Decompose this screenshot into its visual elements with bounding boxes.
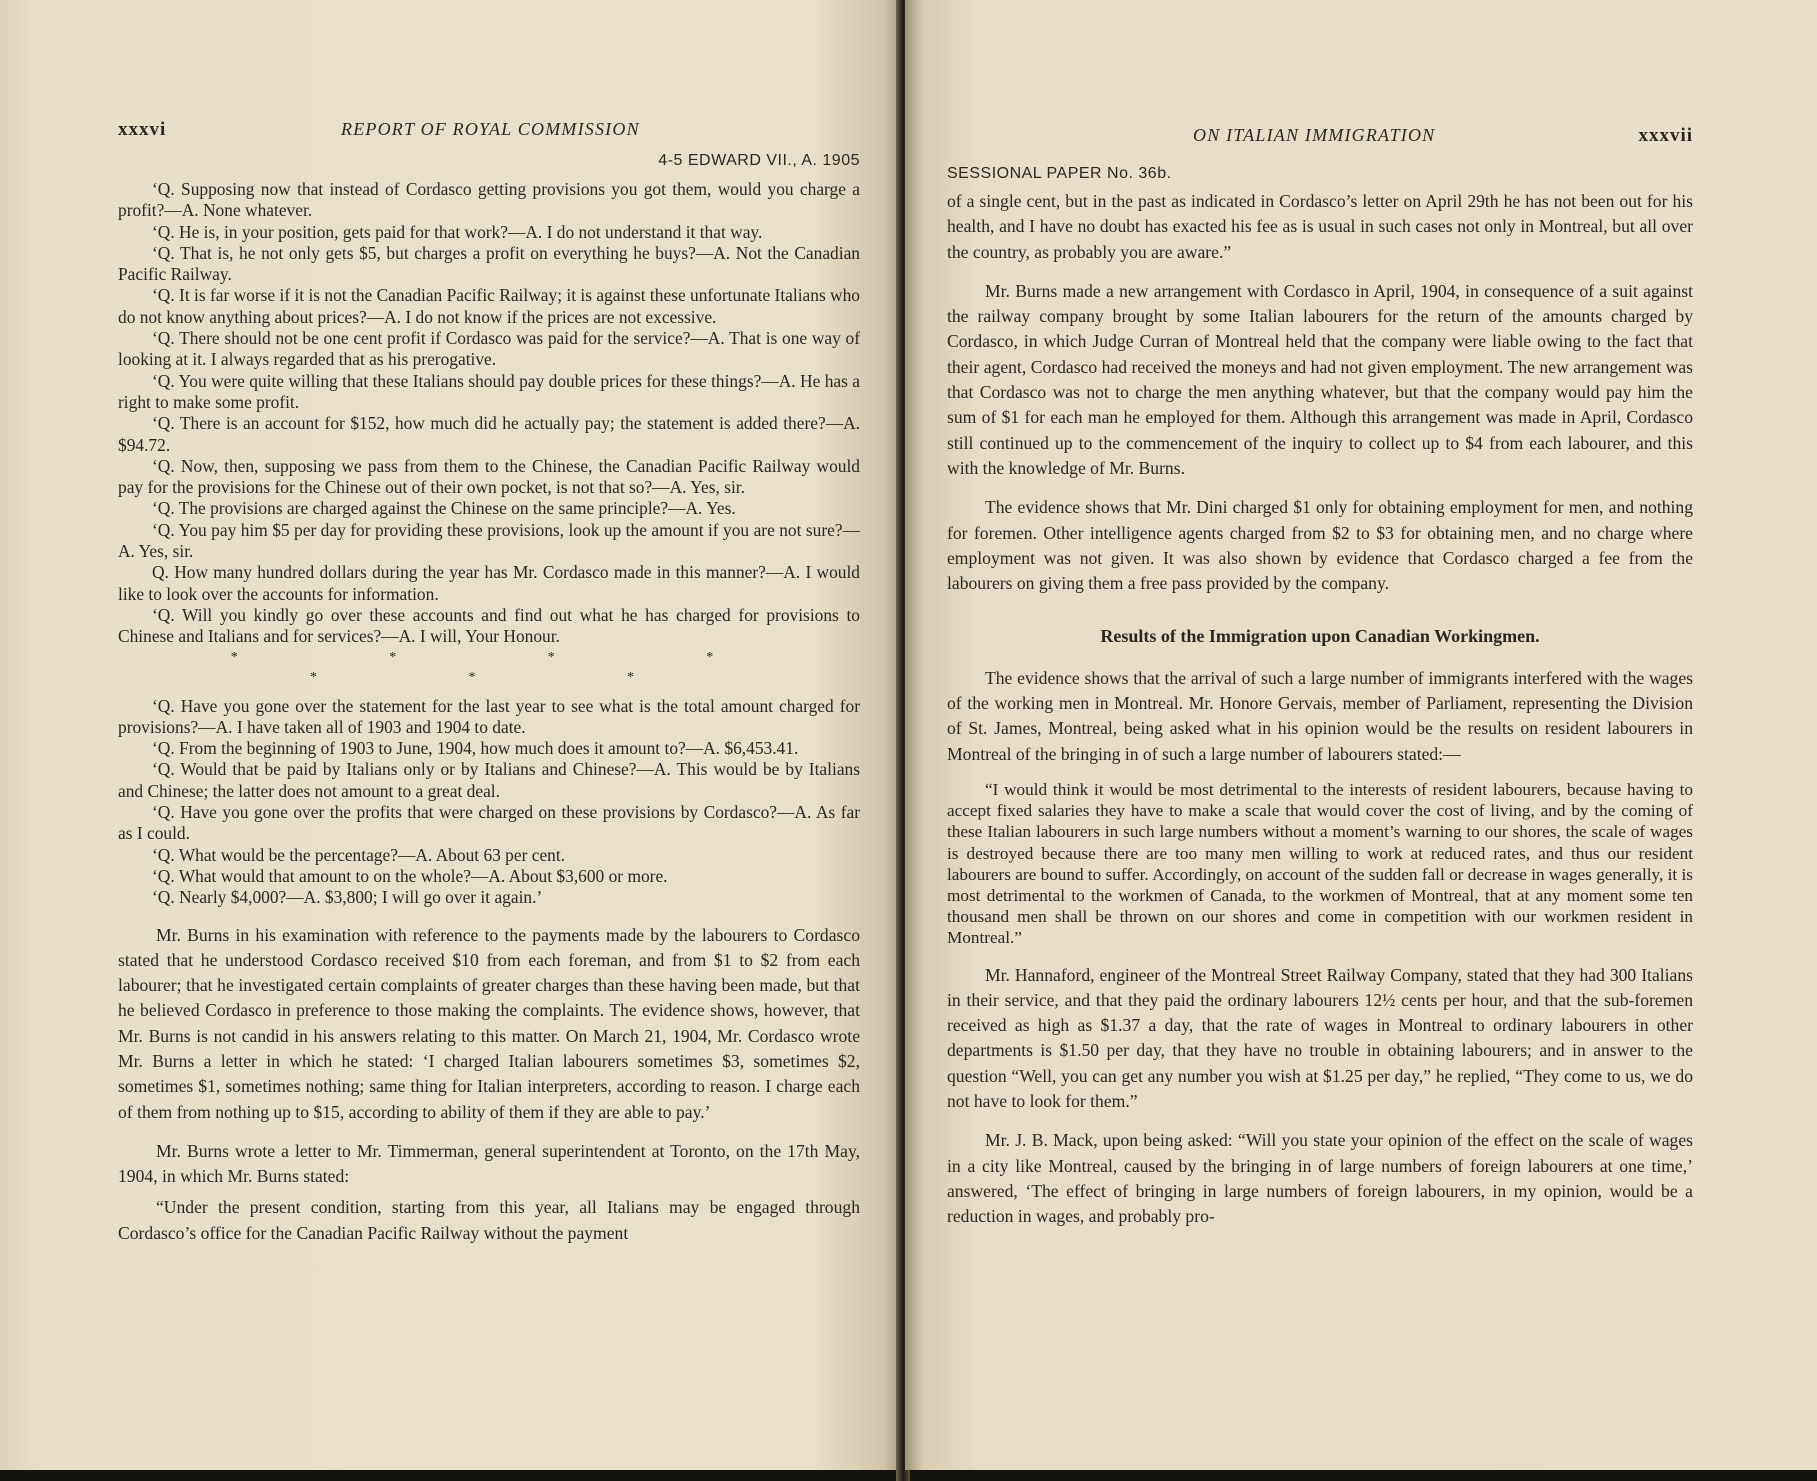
body-paragraph: Mr. Burns wrote a letter to Mr. Timmerman, general superintendent at Toronto, on the 17th May, 1904, in which Mr. Burns stated:: [118, 1140, 860, 1187]
qa-entry: ‘Q. Now, then, supposing we pass from them to the Chinese, the Canadian Pacific Railway would pay for the provisions for the Chinese out of their own pocket, is not that so?—A. Yes, sir.: [118, 455, 860, 498]
qa-entry: ‘Q. There should not be one cent profit if Cordasco was paid for the service?—A. That is one way of looking at it. I always regarded that as his prerogative.: [118, 328, 860, 370]
qa-entry: ‘Q. What would that amount to on the whole?—A. About $3,600 or more.: [152, 865, 668, 886]
left-page: [0, 0, 902, 1470]
body-paragraph: The evidence shows that the arrival of such a large number of immigrants interfered with the wages of the working men in Montreal. Mr. Honore Gervais, member of Parliament, representing the Division of St. James, Montreal, being asked what in his opinion would be the results on resident labourers in Montreal of the bringing in of such a large number of labourers stated:—: [947, 667, 1693, 764]
body-paragraph: Mr. J. B. Mack, upon being asked: “Will you state your opinion of the effect on the scale of wages in a city like Montreal, caused by the bringing in of large numbers of foreign labourers at one time,’ answered, ‘The effect of bringing in large numbers of foreign labourers, in my opinion, would be a reduction in wages, and probably pro-: [947, 1130, 1693, 1227]
right-session-line: SESSIONAL PAPER No. 36b.: [947, 165, 1172, 182]
qa-entry: ‘Q. That is, he not only gets $5, but charges a profit on everything he buys?—A. Not the Canadian Pacific Railway.: [118, 242, 860, 285]
qa-entry: ‘Q. The provisions are charged against the Chinese on the same principle?—A. Yes.: [152, 498, 736, 519]
qa-entry: ‘Q. Would that be paid by Italians only or by Italians and Chinese?—A. This would be by Italians and Chinese; the latter does not amount to a great deal.: [118, 759, 860, 801]
qa-entry: ‘Q. From the beginning of 1903 to June, 1904, how much does it amount to?—A. $6,453.41.: [152, 738, 799, 759]
qa-entry: ‘Q. What would be the percentage?—A. About 63 per cent.: [152, 844, 566, 865]
left-qa-block: [118, 179, 860, 909]
section-heading: Results of the Immigration upon Canadian Workingmen.: [1100, 626, 1540, 647]
qa-entry: ‘Q. Have you gone over the profits that were charged on these provisions by Cordasco?—A. As far as I could.: [118, 802, 860, 844]
right-page-header: [947, 125, 1693, 155]
right-body: [947, 189, 1693, 1230]
ellipsis-stars: * * * * * * *: [230, 649, 788, 685]
qa-entry: ‘Q. Will you kindly go over these accounts and find out what he has charged for provisions to Chinese and Italians and for services?—A. I will, Your Honour.: [118, 604, 860, 647]
qa-entry: ‘Q. Supposing now that instead of Cordasco getting provisions you got them, would you charge a profit?—A. None whatever.: [118, 179, 860, 221]
body-paragraph: Mr. Hannaford, engineer of the Montreal Street Railway Company, stated that they had 300 Italians in their service, and that they paid the ordinary labourers 12½ cents per hour, and that the sub-foremen received as high as $1.37 a day, that the rate of wages in Montreal to ordinary labourers in other departments is $1.50 per day, that they have no trouble in obtaining labourers; and in answer to the question “Well, you can get any number you wish at $1.25 per day,” he replied, “They come to us, we do not have to look for them.”: [947, 964, 1693, 1112]
left-page-header: [118, 119, 860, 149]
qa-entry: ‘Q. You pay him $5 per day for providing these provisions, look up the amount if you are not sure?—A. Yes, sir.: [118, 519, 860, 562]
body-paragraph: Mr. Burns made a new arrangement with Cordasco in April, 1904, in consequence of a suit against the railway company brought by some Italian labourers for the return of the amounts charged by Cordasco, in which Judge Curran of Montreal held that the company were liable owing to the fact that their agent, Cordasco had received the moneys and had not given employment. The new arrangement was that Cordasco was not to charge the men anything whatever, but that the company would pay him the sum of $1 for each man he employed for them. Although this arrangement was made in April, Cordasco still continued up to the commencement of the inquiry to collect up to $4 from each labourer, and this with the knowledge of Mr. Burns.: [947, 280, 1693, 478]
right-folio: xxxvii: [1638, 125, 1693, 146]
qa-entry: ‘Q. Nearly $4,000?—A. $3,800; I will go over it again.’: [152, 887, 543, 908]
body-paragraph: of a single cent, but in the past as indicated in Cordasco’s letter on April 29th he has not been out for his health, and I have no doubt has exacted his fee as is usual in such cases not only in Montreal, but all over the country, as probably you are aware.”: [947, 191, 1693, 262]
body-paragraph: The evidence shows that Mr. Dini charged $1 only for obtaining employment for men, and nothing for foremen. Other intelligence agents charged from $2 to $3 for obtaining men, and no charge where employment was not given. It was also shown by evidence that Cordasco charged a fee from the labourers on giving them a free pass provided by the company.: [947, 497, 1693, 594]
body-paragraph: Mr. Burns in his examination with reference to the payments made by the labourers to Cordasco stated that he understood Cordasco received $10 from each foreman, and from $1 to $2 from each labourer; that he investigated certain complaints of greater charges than these having been made, but that he believed Cordasco in preference to those making the complaints. The evidence shows, however, that Mr. Burns is not candid in his answers relating to this matter. On March 21, 1904, Mr. Cordasco wrote Mr. Burns a letter in which he stated: ‘I charged Italian labourers sometimes $3, sometimes $2, sometimes $1, sometimes nothing; same thing for Italian interpreters, according to reason. I charge each of them from nothing up to $15, according to ability of them if they are able to pay.’: [118, 924, 860, 1122]
right-running-head: ON ITALIAN IMMIGRATION: [1193, 125, 1436, 145]
body-paragraph: “Under the present condition, starting from this year, all Italians may be engaged through Cordasco’s office for the Canadian Pacific Railway without the payment: [118, 1197, 860, 1243]
qa-entry: ‘Q. It is far worse if it is not the Canadian Pacific Railway; it is against these unfortunate Italians who do not know anything about prices?—A. I do not know if the prices are not excessive.: [118, 285, 861, 327]
left-session-line: 4-5 EDWARD VII., A. 1905: [658, 152, 860, 169]
qa-entry: Q. How many hundred dollars during the year has Mr. Cordasco made in this manner?—A. I would like to look over the accounts for information.: [118, 562, 860, 604]
block-quote: “I would think it would be most detrimental to the interests of resident labourers, because having to accept fixed salaries they have to make a scale that would cover the cost of living, and by the coming of these Italian labourers in such large numbers without a moment’s warning to our shores, the scale of wages is destroyed because there are too many men willing to work at reduced rates, and thus our resident labourers are bound to suffer. Accordingly, on account of the sudden fall or decrease in wages generally, it is most detrimental to the workmen of Canada, to the workmen of Montreal, that at any moment some ten thousand men shall be thrown on our shores and come in competition with our workmen resident in Montreal.”: [947, 779, 1693, 948]
left-body: [118, 923, 860, 1247]
qa-entry: ‘Q. He is, in your position, gets paid for that work?—A. I do not understand it that way.: [152, 221, 763, 242]
right-page: [905, 0, 1817, 1470]
qa-entry: ‘Q. Have you gone over the statement for the last year to see what is the total amount charged for provisions?—A. I have taken all of 1903 and 1904 to date.: [118, 695, 860, 737]
left-folio: xxxvi: [118, 119, 167, 140]
qa-entry: ‘Q. You were quite willing that these Italians should pay double prices for these things?—A. He has a right to make some profit.: [118, 370, 860, 412]
left-running-head: REPORT OF ROYAL COMMISSION: [341, 119, 640, 139]
qa-entry: ‘Q. There is an account for $152, how much did he actually pay; the statement is added there?—A. $94.72.: [118, 413, 860, 455]
